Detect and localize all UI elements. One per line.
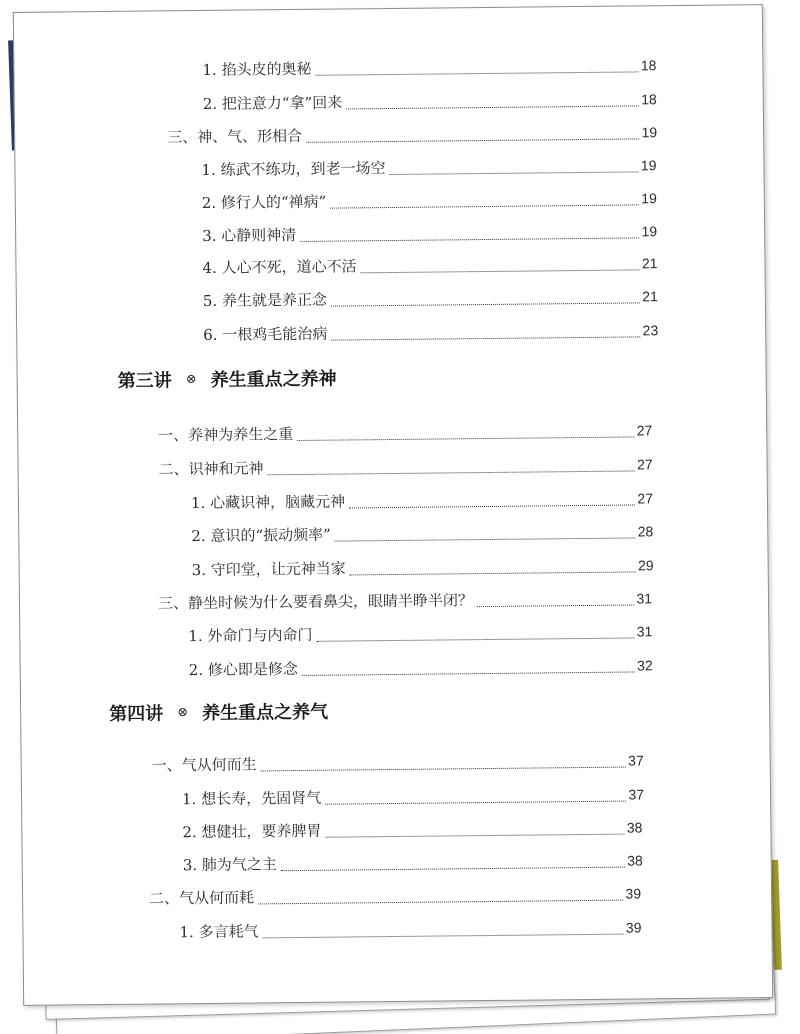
toc-entry-page: 19 bbox=[641, 124, 658, 141]
toc-entry[interactable] bbox=[203, 285, 658, 311]
leader-dots bbox=[350, 570, 636, 575]
leader-dots bbox=[281, 866, 625, 872]
leader-dots bbox=[349, 503, 635, 508]
toc-entry[interactable] bbox=[158, 419, 652, 445]
toc-entry-title: 1. 练武不练功，到老一场空 bbox=[201, 159, 386, 179]
leader-dots bbox=[325, 800, 626, 805]
leader-dots bbox=[390, 170, 639, 175]
toc-entry-page: 38 bbox=[626, 819, 643, 836]
leader-dots bbox=[263, 933, 624, 939]
leader-dots bbox=[300, 236, 639, 242]
leader-dots bbox=[477, 603, 634, 607]
toc-entry-title: 6. 一根鸡毛能治病 bbox=[203, 324, 328, 344]
toc-entry[interactable] bbox=[158, 453, 652, 479]
toc-entry-title: 3. 心静则神清 bbox=[202, 225, 297, 245]
toc-entry-title: 2. 想健壮，要养脾胃 bbox=[182, 821, 322, 842]
toc-entry[interactable] bbox=[202, 220, 657, 246]
toc-entry-page: 21 bbox=[642, 288, 658, 305]
toc-entry-page: 31 bbox=[636, 590, 653, 607]
toc-entry[interactable] bbox=[191, 487, 653, 513]
toc-entry[interactable] bbox=[182, 816, 642, 842]
toc-entry-page: 23 bbox=[642, 322, 659, 339]
toc-entry-title: 4. 人心不死，道心不活 bbox=[202, 257, 357, 277]
toc-entry-page: 39 bbox=[625, 919, 642, 936]
toc-entry[interactable] bbox=[202, 54, 656, 80]
toc-entry[interactable] bbox=[158, 587, 652, 613]
toc-entry-title: 1. 外命门与内命门 bbox=[188, 625, 313, 646]
toc-entry-title: 3. 守印堂，让元神当家 bbox=[191, 559, 346, 580]
toc-entry-page: 28 bbox=[637, 523, 654, 540]
toc-entry[interactable] bbox=[149, 882, 641, 908]
toc-entry-page: 32 bbox=[637, 657, 653, 674]
leader-dots bbox=[261, 766, 626, 772]
toc-entry-page: 27 bbox=[636, 422, 653, 439]
toc-entry-page: 37 bbox=[628, 752, 644, 769]
toc-entry[interactable] bbox=[192, 554, 654, 580]
leader-dots bbox=[302, 670, 635, 675]
toc-entry-title: 三、神、气、形相合 bbox=[167, 126, 303, 147]
toc-entry-title: 2. 修心即是修念 bbox=[188, 660, 298, 680]
toc-entry-title: 2. 修行人的“禅病” bbox=[201, 192, 327, 212]
toc-entry-title: 1. 掐头皮的奥秘 bbox=[202, 59, 312, 79]
toc-entry-page: 31 bbox=[636, 623, 653, 640]
toc-entry-title: 2. 把注意力“拿”回来 bbox=[202, 93, 343, 113]
toc-entry-title: 3. 肺为气之主 bbox=[182, 855, 277, 875]
toc-entry[interactable] bbox=[202, 252, 657, 278]
toc-entry-title: 一、气从何而生 bbox=[151, 755, 257, 775]
toc-entry[interactable] bbox=[202, 187, 657, 213]
toc-entry-page: 19 bbox=[641, 190, 657, 207]
toc-entry-page: 38 bbox=[627, 852, 643, 869]
leader-dots bbox=[297, 435, 634, 441]
toc-entry[interactable] bbox=[167, 121, 657, 147]
toc-entry-page: 18 bbox=[641, 91, 657, 108]
toc-entry-title: 1. 心藏识神，脑藏元神 bbox=[190, 492, 346, 513]
toc-entry-page: 27 bbox=[636, 456, 653, 473]
toc-entry-page: 39 bbox=[625, 885, 642, 902]
toc-entry-page: 19 bbox=[640, 157, 657, 174]
toc-entry[interactable] bbox=[188, 620, 652, 646]
knot-ornament-icon: ⊗ bbox=[185, 371, 197, 387]
toc-entry[interactable] bbox=[182, 783, 644, 809]
toc-entry[interactable] bbox=[203, 88, 657, 114]
chapter-heading[interactable] bbox=[118, 365, 337, 393]
leader-dots bbox=[330, 203, 639, 208]
leader-dots bbox=[331, 301, 640, 306]
chapter-title: 养生重点之养气 bbox=[201, 701, 329, 725]
toc-entry[interactable] bbox=[179, 916, 641, 942]
toc-entry[interactable] bbox=[152, 749, 644, 775]
leader-dots bbox=[331, 335, 640, 340]
toc-entry-page: 21 bbox=[641, 255, 658, 272]
toc-entry-title: 一、养神为养生之重 bbox=[158, 425, 294, 445]
toc-entry[interactable] bbox=[189, 654, 653, 680]
leader-dots bbox=[335, 536, 636, 541]
chapter-number: 第三讲 bbox=[117, 370, 172, 392]
leader-dots bbox=[268, 469, 635, 475]
knot-ornament-icon: ⊗ bbox=[177, 704, 189, 720]
leader-dots bbox=[317, 636, 635, 641]
leader-dots bbox=[361, 268, 640, 273]
toc-entry-title: 1. 想长寿，先固肾气 bbox=[181, 788, 322, 809]
leader-dots bbox=[326, 833, 625, 838]
toc-entry-page: 19 bbox=[641, 223, 658, 240]
toc-entry-page: 27 bbox=[637, 490, 654, 507]
chapter-heading[interactable] bbox=[109, 698, 328, 726]
toc-entry-title: 5. 养生就是养正念 bbox=[202, 290, 328, 310]
toc-entry-title: 三、静坐时候为什么要看鼻尖，眼睛半睁半闭？ bbox=[157, 591, 474, 613]
leader-dots bbox=[258, 899, 623, 905]
leader-dots bbox=[316, 70, 639, 75]
leader-dots bbox=[346, 104, 639, 109]
toc-entry-title: 二、气从何而耗 bbox=[149, 888, 255, 908]
toc-entry-title: 二、识神和元神 bbox=[158, 459, 264, 479]
toc-entry[interactable] bbox=[201, 154, 656, 180]
toc-entry-page: 37 bbox=[628, 786, 645, 803]
toc-page bbox=[13, 4, 773, 1006]
chapter-number: 第四讲 bbox=[109, 703, 164, 725]
toc-entry-title: 1. 多言耗气 bbox=[179, 922, 259, 942]
toc-entry-page: 29 bbox=[637, 557, 654, 574]
leader-dots bbox=[306, 137, 639, 142]
toc-entry-page: 18 bbox=[640, 57, 657, 74]
toc-entry[interactable] bbox=[203, 319, 658, 345]
toc-entry[interactable] bbox=[183, 849, 643, 875]
toc-entry[interactable] bbox=[191, 520, 653, 546]
toc-entry-title: 2. 意识的“振动频率” bbox=[191, 525, 331, 546]
chapter-title: 养生重点之养神 bbox=[210, 368, 337, 391]
